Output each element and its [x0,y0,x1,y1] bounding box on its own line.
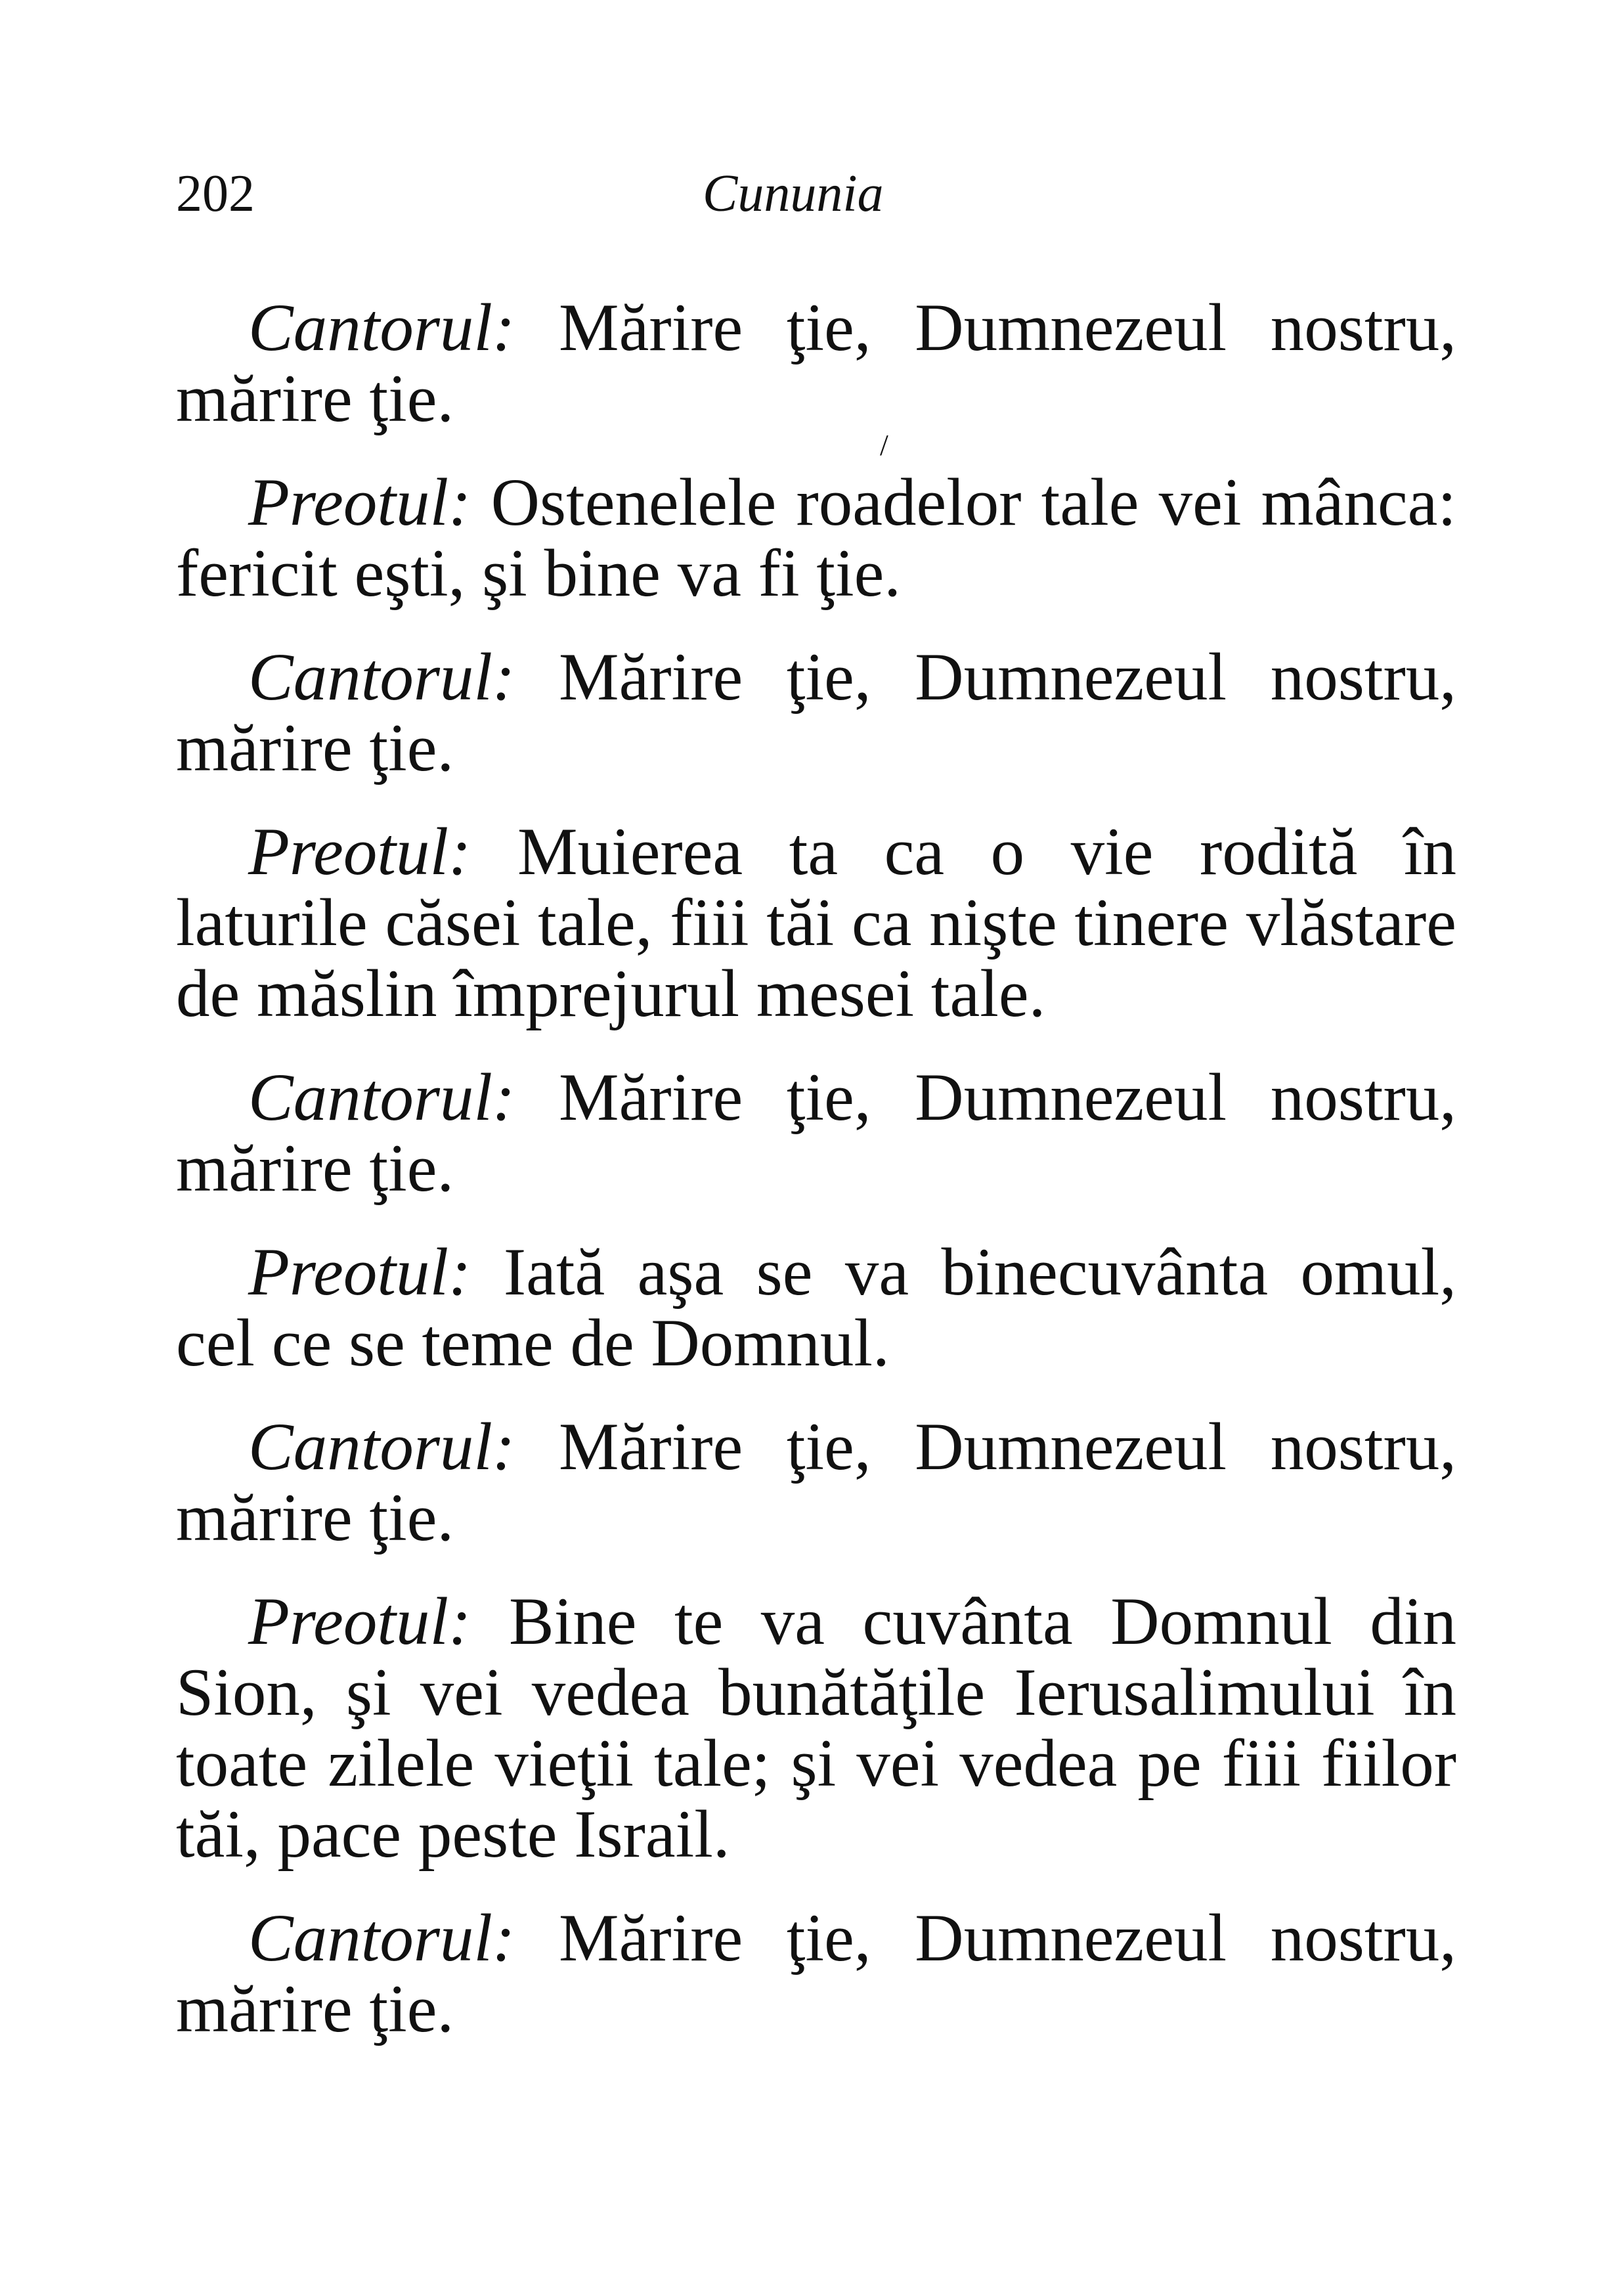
speaker-label: Preotul: [248,814,471,889]
running-title: Cununia [703,165,884,223]
paragraph-text: Mărire ţie, Dumnezeul nostru, mărire ţie. [176,1409,1457,1555]
speaker-label: Cantorul: [248,1060,515,1135]
paragraph-text: Mărire ţie, Dumnezeul nostru, mărire ţie. [176,290,1457,436]
speaker-label: Cantorul: [248,1409,515,1484]
speaker-label: Preotul: [248,465,471,540]
speaker-label: Preotul: [248,1235,471,1310]
paragraph-8 [176,1586,1456,1870]
paragraph-text: Mărire ţie, Dumnezeul nostru, mărire ţie. [176,1901,1457,2046]
speaker-label: Cantorul: [248,290,515,365]
speaker-label: Cantorul: [248,1901,515,1976]
paragraph-text: Iată aşa se va binecuvânta omul, cel ce se teme de Domnul. [176,1235,1456,1380]
paragraph-text: Mărire ţie, Dumnezeul nostru, mărire ţie. [176,1060,1457,1206]
paragraph-9 [176,1903,1456,2044]
paragraph-1 [176,292,1456,434]
speaker-label: Preotul: [248,1584,471,1659]
paragraph-text: Mărire ţie, Dumnezeul nostru, mărire ţie. [176,640,1457,785]
speaker-label: Cantorul: [248,640,515,715]
paragraph-text: Bine te va cuvânta Domnul din Sion, şi vei vedea bunătăţile Ierusalimului în toate zilele vieţii tale; şi vei vedea pe fiii fiilor tăi, pace peste Israil. [176,1584,1456,1872]
paragraph-2 [176,467,1456,609]
liturgical-text [176,292,1456,2077]
paragraph-4 [176,816,1456,1029]
page-header [176,158,1456,230]
stray-mark: / [880,428,888,462]
paragraph-text: Muierea ta ca o vie rodită în laturile căsei tale, fiii tăi ca nişte tinere vlăstare de măslin împrejurul mesei tale. [176,814,1456,1031]
paragraph-3 [176,642,1456,784]
paragraph-5 [176,1062,1456,1204]
paragraph-6 [176,1237,1456,1379]
paragraph-7 [176,1411,1456,1553]
paragraph-text: Ostenelele roadelor tale vei mânca: fericit eşti, şi bine va fi ţie. [176,465,1456,611]
page-number: 202 [176,165,255,223]
